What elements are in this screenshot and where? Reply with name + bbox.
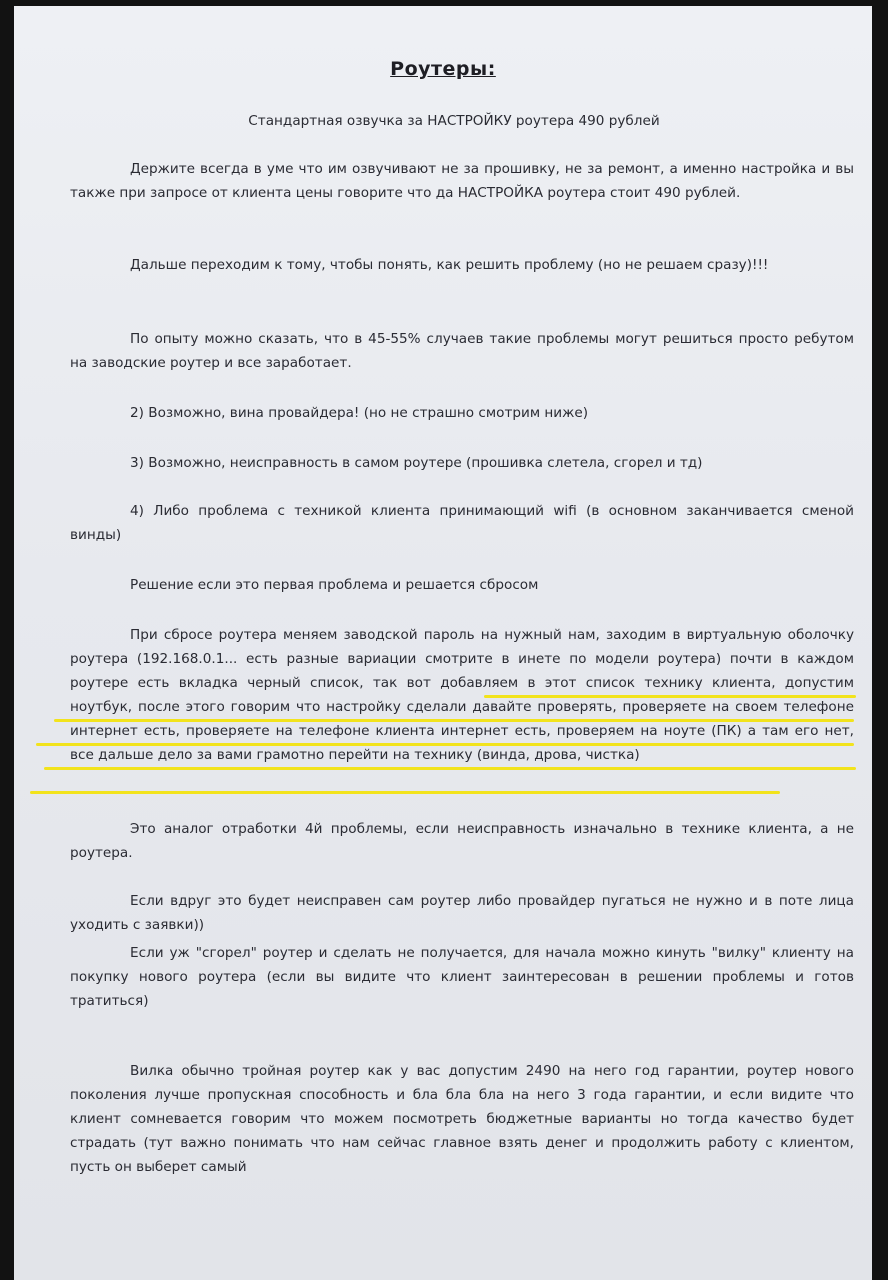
paragraph-price: Стандартная озвучка за НАСТРОЙКУ роутера 490 рублей <box>248 113 660 129</box>
paragraph-router-fault: 3) Возможно, неисправность в самом роутере (прошивка слетела, сгорел и тд) <box>130 455 703 471</box>
paragraph-upsell: Вилка обычно тройная роутер как у вас допустим 2490 на него год гарантии, роутер нового поколения лучше пропускная способность и бла бла бла на него 3 года гарантии, и если видите что клиент сомневается говорим что можем посмотреть бюджетные варианты но тогда качество будет страдать (тут важно понимать что нам сейчас главное взять денег и продолжить работу с клиентом, пусть он выберет самый <box>70 1063 854 1175</box>
paragraph-solution-heading: Решение если это первая проблема и решается сбросом <box>130 577 539 593</box>
highlight-line <box>54 719 854 722</box>
highlight-line <box>30 791 780 794</box>
highlight-line <box>36 743 854 746</box>
document-title: Роутеры: <box>390 58 496 80</box>
paragraph-client-device: 4) Либо проблема с техникой клиента принимающий wifi (в основном заканчивается сменой винды) <box>70 503 854 543</box>
paragraph-setup-note: Держите всегда в уме что им озвучивают не за прошивку, не за ремонт, а именно настройка и вы также при запросе от клиента цены говорите что да НАСТРОЙКА роутера стоит 490 рублей. <box>70 161 854 201</box>
paragraph-burned-router: Если уж "сгорел" роутер и сделать не получается, для начала можно кинуть "вилку" клиенту на покупку нового роутера (если вы видите что клиент заинтересован в решении проблемы и готов тратиться) <box>70 945 854 1009</box>
document-page <box>14 6 872 1280</box>
paragraph-provider: 2) Возможно, вина провайдера! (но не страшно смотрим ниже) <box>130 405 589 421</box>
paragraph-reset-procedure: При сбросе роутера меняем заводской пароль на нужный нам, заходим в виртуальную оболочку роутера (192.168.0.1... есть разные вариации смотрите в инете по модели роутера) почти в каждом роутере есть вкладка черный список, так вот добавляем в этот список технику клиента, допустим ноутбук, после этого говорим что настройку сделали давайте проверять, проверяете на своем телефоне интернет есть, проверяете на телефоне клиента интернет есть, проверяем на ноуте (ПК) а там его нет, все дальше дело за вами грамотно перейти на технику (винда, дрова, чистка) <box>70 627 854 763</box>
highlight-line <box>484 695 856 698</box>
paragraph-next-step: Дальше переходим к тому, чтобы понять, как решить проблему (но не решаем сразу)!!! <box>130 257 769 273</box>
paragraph-reboot: По опыту можно сказать, что в 45-55% случаев такие проблемы могут решиться просто ребутом на заводские роутер и все заработает. <box>70 331 854 371</box>
paragraph-no-panic: Если вдруг это будет неисправен сам роутер либо провайдер пугаться не нужно и в поте лица уходить с заявки)) <box>70 893 854 933</box>
paragraph-analog: Это аналог отработки 4й проблемы, если неисправность изначально в технике клиента, а не роутера. <box>70 821 854 861</box>
highlight-line <box>44 767 856 770</box>
